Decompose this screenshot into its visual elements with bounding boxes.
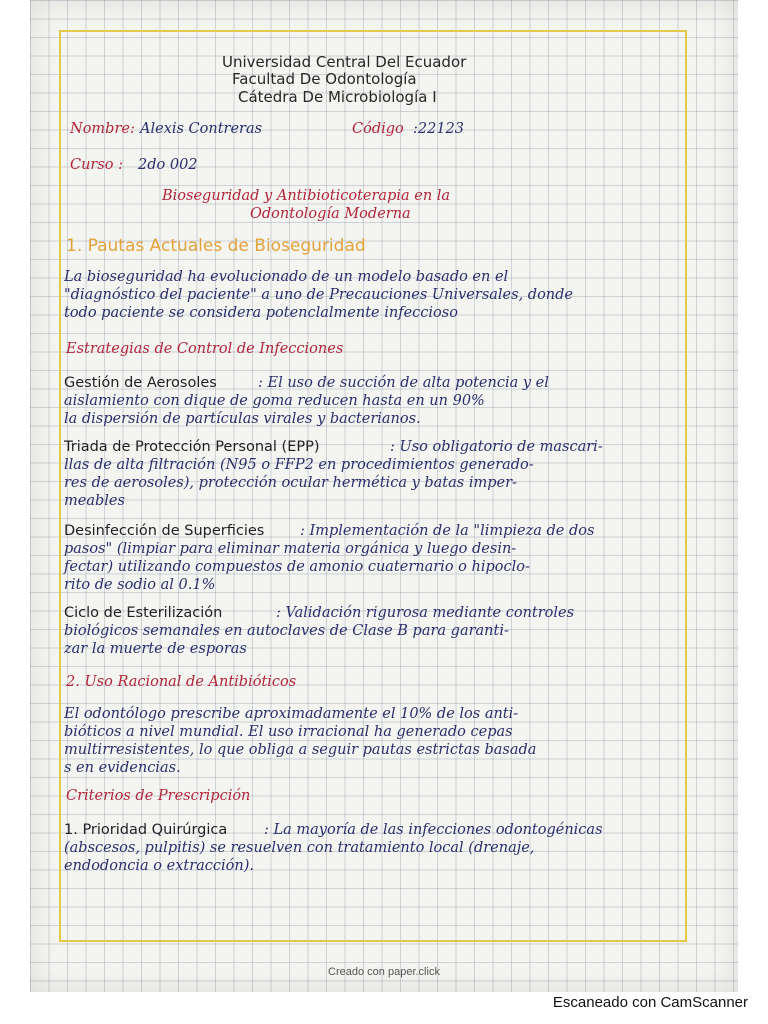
sterilization-term: Ciclo de Esterilización: [64, 605, 223, 621]
section-2-heading: 2. Uso Racional de Antibióticos: [66, 674, 297, 690]
name-label: Nombre:: [70, 121, 135, 137]
surgical-priority-text-line: (abscesos, pulpitis) se resuelven con tratamiento local (drenaje,: [64, 840, 535, 856]
prescription-criteria-subheading: Criterios de Prescripción: [66, 788, 251, 804]
section-2-intro-line: s en evidencias.: [64, 760, 181, 776]
document-title-line-1: Bioseguridad y Antibioticoterapia en la: [162, 188, 451, 204]
aerosol-text-line: : El uso de succión de alta potencia y el: [258, 375, 549, 391]
epp-text-line: llas de alta filtración (N95 o FFP2 en procedimientos generado-: [64, 457, 534, 473]
university-name: Universidad Central Del Ecuador: [222, 53, 467, 71]
section-2-intro-line: multirresistentes, lo que obliga a seguir pautas estrictas basada: [64, 742, 537, 758]
epp-text-line: : Uso obligatorio de mascari-: [390, 439, 603, 455]
epp-term: Triada de Protección Personal (EPP): [64, 439, 320, 455]
paper-click-watermark: Creado con paper.click: [328, 966, 440, 978]
surface-disinfection-text-line: fectar) utilizando compuestos de amonio cuaternario o hipoclo-: [64, 559, 530, 575]
surgical-priority-term: 1. Prioridad Quirúrgica: [64, 822, 228, 838]
aerosol-text-line: aislamiento con dique de goma reducen hasta en un 90%: [64, 393, 485, 409]
sterilization-text-line: : Validación rigurosa mediante controles: [276, 605, 575, 621]
chair-name: Cátedra De Microbiología I: [238, 88, 437, 106]
sterilization-text-line: biológicos semanales en autoclaves de Clase B para garanti-: [64, 623, 509, 639]
surgical-priority-text-line: endodoncia o extracción).: [64, 858, 255, 874]
surface-disinfection-text-line: rito de sodio al 0.1%: [64, 577, 216, 593]
code-label: Código: [352, 121, 404, 137]
epp-text-line: res de aerosoles), protección ocular hermética y batas imper-: [64, 475, 517, 491]
code-value: :22123: [413, 121, 465, 137]
faculty-name: Facultad De Odontología: [232, 70, 417, 88]
camscanner-watermark: Escaneado con CamScanner: [552, 994, 748, 1011]
section-1-intro-line: "diagnóstico del paciente" a uno de Precauciones Universales, donde: [64, 287, 574, 303]
document-title-line-2: Odontología Moderna: [250, 206, 411, 222]
sterilization-text-line: zar la muerte de esporas: [64, 641, 247, 657]
section-2-intro-line: bióticos a nivel mundial. El uso irracional ha generado cepas: [64, 724, 513, 740]
surgical-priority-text-line: : La mayoría de las infecciones odontogénicas: [264, 822, 603, 838]
infection-control-subheading: Estrategias de Control de Infecciones: [66, 341, 344, 357]
surface-disinfection-term: Desinfección de Superficies: [64, 523, 265, 539]
aerosol-term: Gestión de Aerosoles: [64, 375, 217, 391]
section-1-intro-line: La bioseguridad ha evolucionado de un modelo basado en el: [64, 269, 509, 285]
surface-disinfection-text-line: : Implementación de la "limpieza de dos: [300, 523, 595, 539]
section-2-intro-line: El odontólogo prescribe aproximadamente el 10% de los anti-: [64, 706, 519, 722]
name-value: Alexis Contreras: [140, 121, 263, 137]
course-value: 2do 002: [138, 157, 198, 173]
epp-text-line: meables: [64, 493, 125, 509]
surface-disinfection-text-line: pasos" (limpiar para eliminar materia orgánica y luego desin-: [64, 541, 517, 557]
section-1-intro-line: todo paciente se considera potenclalmente infeccioso: [64, 305, 458, 321]
aerosol-text-line: la dispersión de partículas virales y bacterianos.: [64, 411, 421, 427]
section-1-heading: 1. Pautas Actuales de Bioseguridad: [66, 236, 366, 256]
course-label: Curso :: [70, 157, 124, 173]
